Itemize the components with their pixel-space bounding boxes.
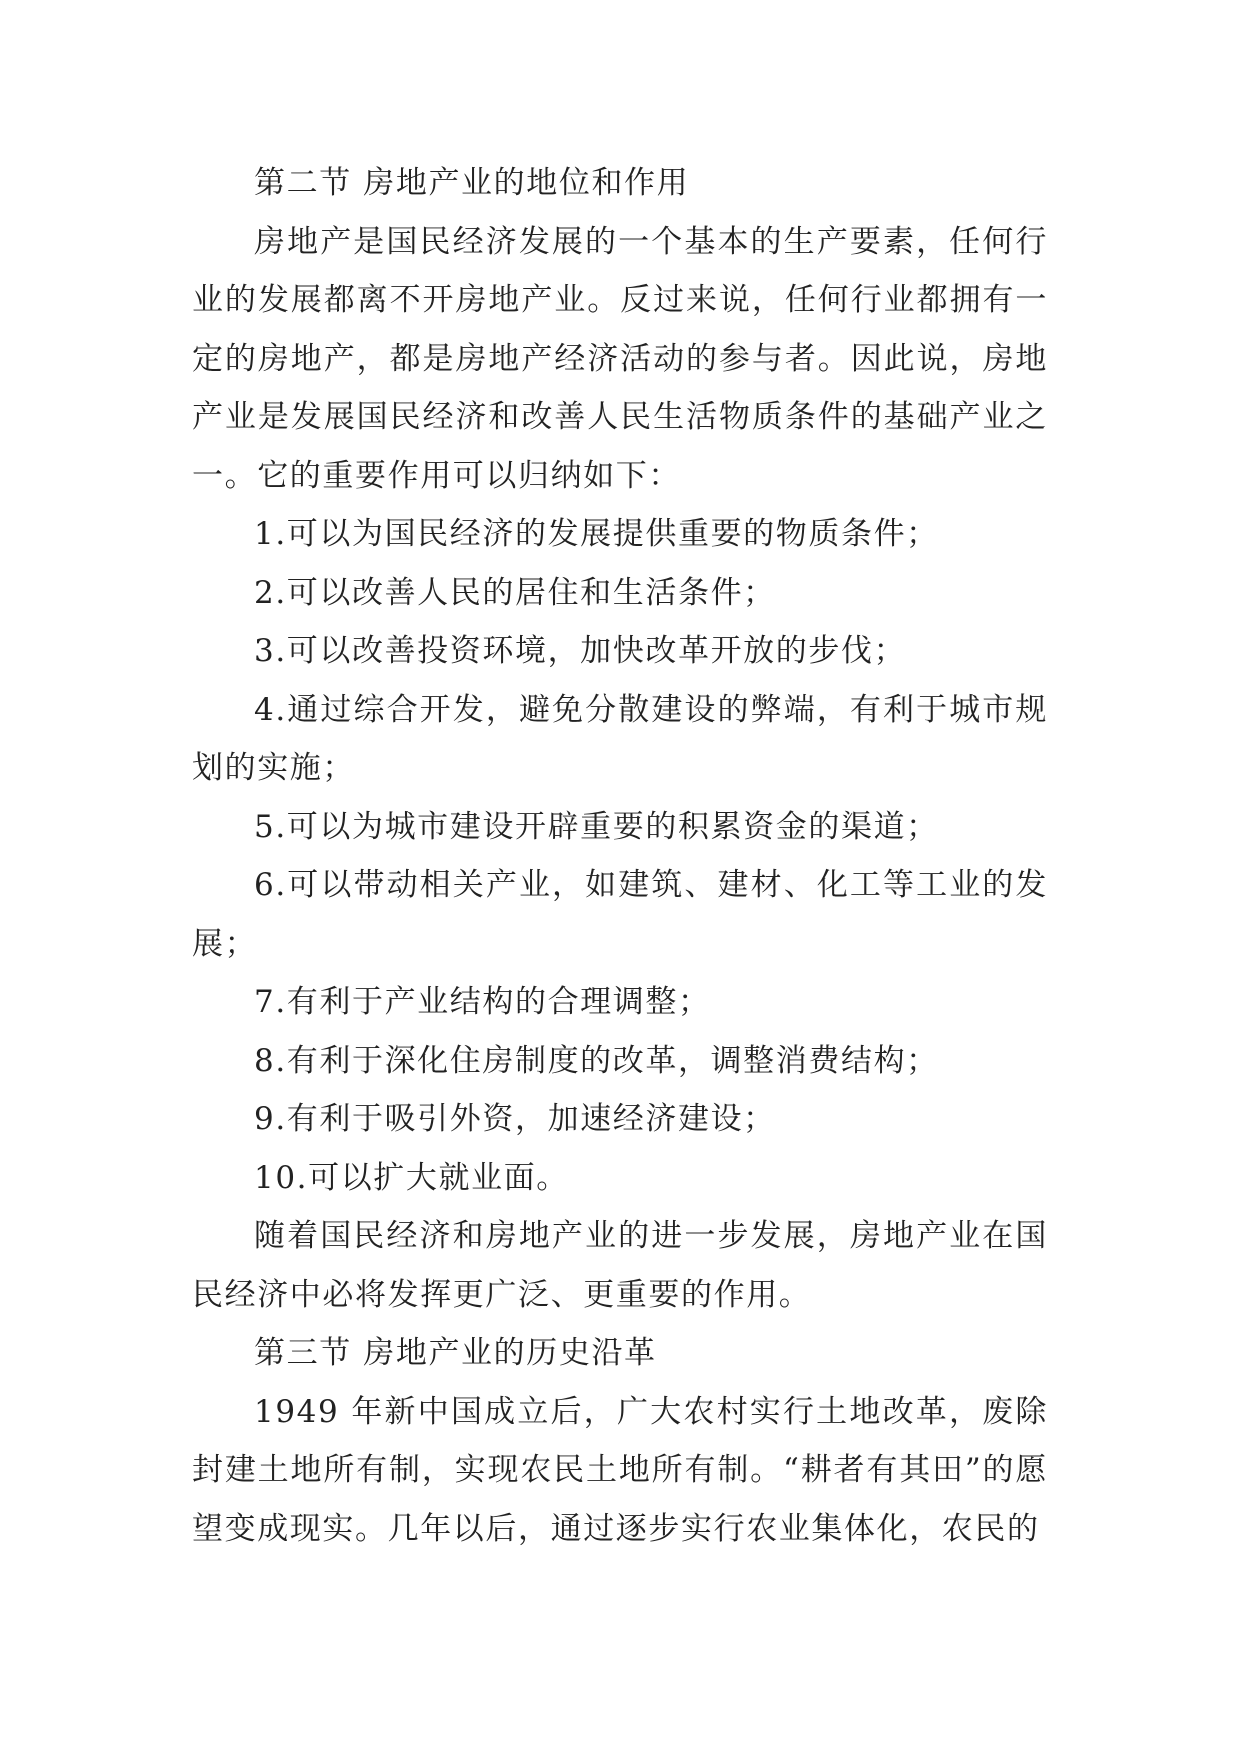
section-2-conclusion-paragraph: 随着国民经济和房地产业的进一步发展，房地产业在国民经济中必将发挥更广泛、更重要的作用。 bbox=[192, 1218, 1048, 1313]
document-page bbox=[192, 154, 1048, 1558]
list-item-5: 5.可以为城市建设开辟重要的积累资金的渠道； bbox=[254, 808, 939, 845]
section-3-paragraph: 1949 年新中国成立后，广大农村实行土地改革，废除封建土地所有制，实现农民土地所有制。“耕者有其田”的愿望变成现实。几年以后，通过逐步实行农业集体化，农民的 bbox=[192, 1393, 1048, 1547]
list-item-1: 1.可以为国民经济的发展提供重要的物质条件； bbox=[254, 516, 939, 552]
section-2-heading: 第二节 房地产业的地位和作用 bbox=[254, 165, 690, 201]
list-item-7: 7.有利于产业结构的合理调整； bbox=[254, 984, 711, 1020]
list-item-9: 9.有利于吸引外资，加速经济建设； bbox=[254, 1101, 776, 1137]
list-item-10: 10.可以扩大就业面。 bbox=[254, 1159, 569, 1196]
section-3-heading: 第三节 房地产业的历史沿革 bbox=[254, 1335, 657, 1371]
list-item-3: 3.可以改善投资环境，加快改革开放的步伐； bbox=[254, 633, 907, 669]
section-2-intro-paragraph: 房地产是国民经济发展的一个基本的生产要素，任何行业的发展都离不开房地产业。反过来说，任何行业都拥有一定的房地产，都是房地产经济活动的参与者。因此说，房地产业是发展国民经济和改善人民生活物质条件的基础产业之一。它的重要作用可以归纳如下： bbox=[192, 223, 1048, 494]
list-item-8: 8.有利于深化住房制度的改革，调整消费结构； bbox=[254, 1042, 939, 1079]
list-item-6: 6.可以带动相关产业，如建筑、建材、化工等工业的发展； bbox=[192, 867, 1048, 962]
list-item-4: 4.通过综合开发，避免分散建设的弊端，有利于城市规划的实施； bbox=[192, 691, 1048, 786]
list-item-2: 2.可以改善人民的居住和生活条件； bbox=[254, 574, 776, 611]
